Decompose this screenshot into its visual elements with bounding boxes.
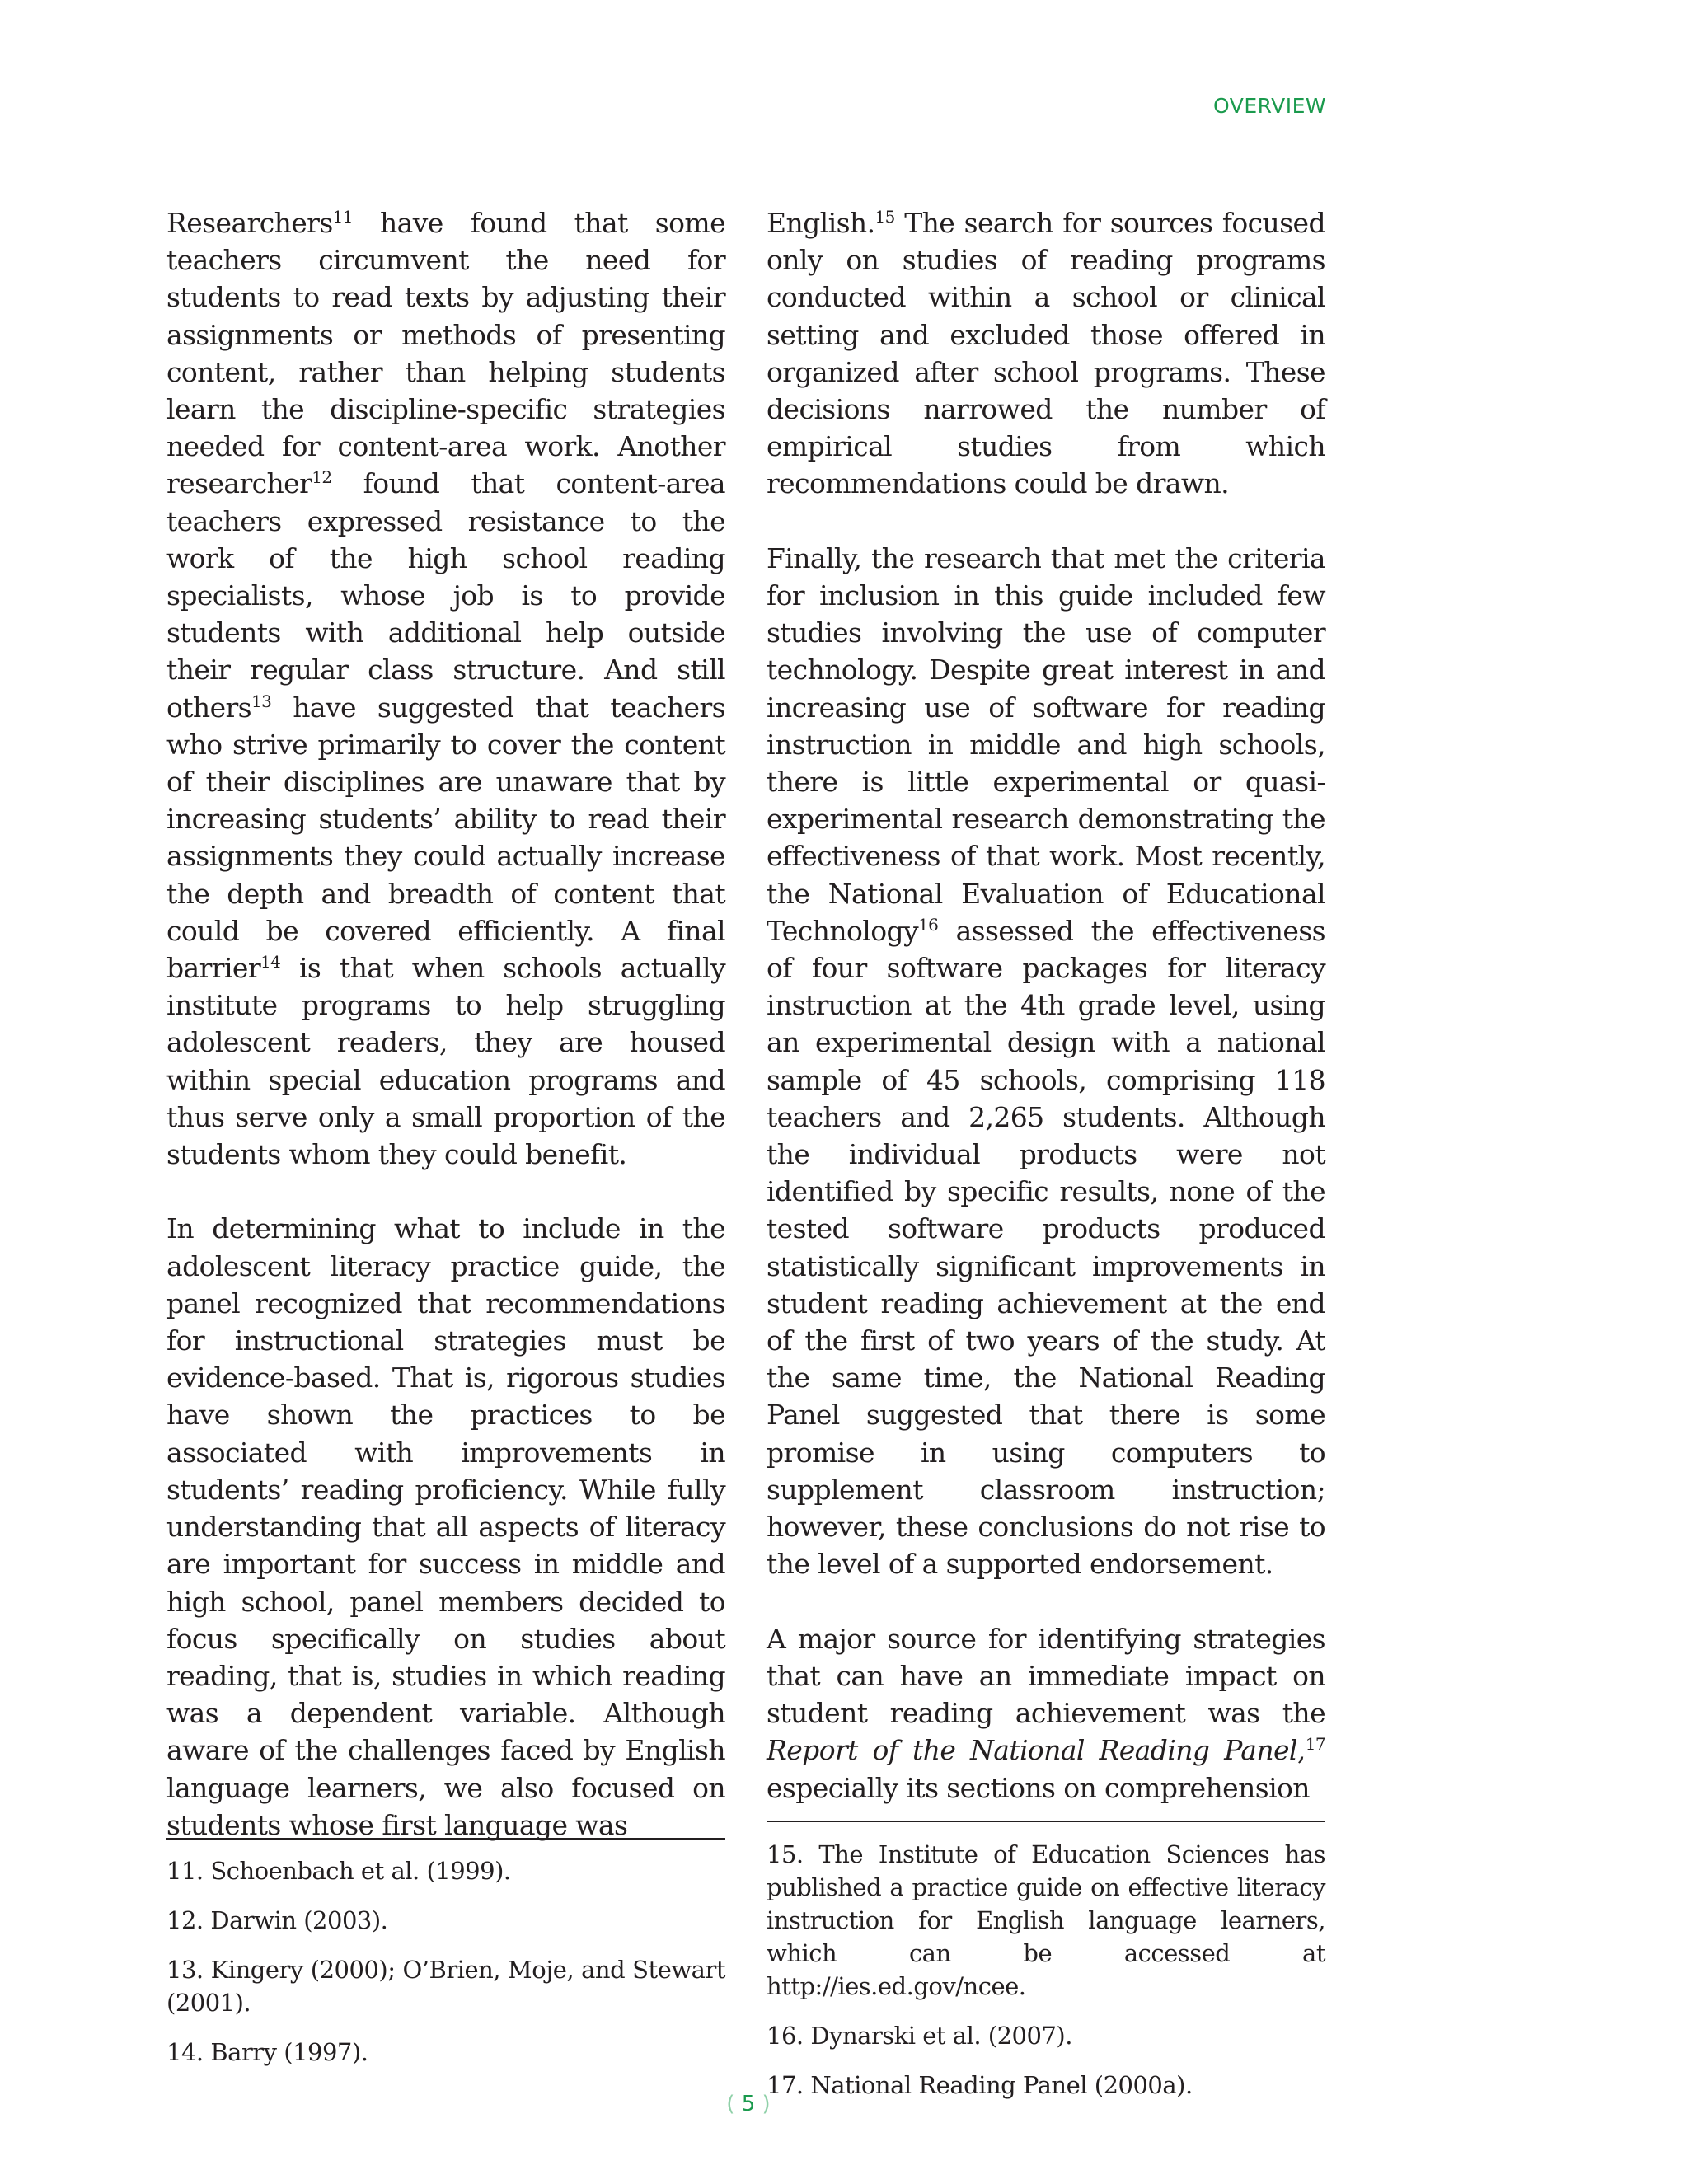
footnote-ref-16[interactable]: 16	[918, 914, 939, 935]
left-column	[166, 204, 725, 1844]
footnote-12: 12. Darwin (2003).	[166, 1906, 388, 1934]
paragraph-technology: Finally, the research that met the criteria for inclusion in this guide included few studies involving the use of computer technology. Despite great interest in and increasing use of software for reading instruction in middle and high schools, there is little experimental or quasi-experimental research demonstrating the effectiveness of that work. Most recently, the National Evaluation of Educational Technology$^{16}$ assessed the effectiveness of four software packages for literacy instruction at the 4th grade level, using an experimental design with a national sample of 45 schools, comprising 118 teachers and 2,265 students. Although the individual products were not identified by specific results, none of the tested software products produced statistically significant improvements in student reading achievement at the end of the first of two years of the study. At the same time, the National Reading Panel suggested that there is some promise in using computers to supplement classroom instruction; however, these conclusions do not rise to the level of a supported endorsement.	[767, 541, 1325, 1581]
footnotes-left	[166, 1854, 725, 2085]
footnote-divider-left	[166, 1838, 725, 1840]
footnotes-right	[767, 1838, 1325, 2118]
footnote-divider-right	[767, 1821, 1325, 1822]
footnote-ref-12[interactable]: 12	[312, 467, 332, 488]
paragraph-english: English.$^{15}$ The search for sources focused only on studies of reading programs conducted within a school or clinical setting and excluded those offered in organized after school programs. These decisions narrowed the number of empirical studies from which recommendations could be drawn.	[767, 207, 1325, 500]
page-number: ( 5 )	[726, 2092, 771, 2116]
right-column	[767, 204, 1325, 1807]
footnote-ref-17[interactable]: 17	[1305, 1734, 1325, 1755]
footnote-14: 14. Barry (1997).	[166, 2038, 368, 2066]
running-header: OVERVIEW	[1213, 94, 1327, 118]
report-title: Report of the National Reading Panel	[767, 1734, 1297, 1767]
footnote-16: 16. Dynarski et al. (2007).	[767, 2022, 1072, 2050]
footnote-ref-11[interactable]: 11	[332, 207, 353, 227]
footnote-ref-15[interactable]: 15	[874, 207, 895, 227]
paragraph-barriers: Researchers$^{11}$ have found that some teachers circumvent the need for students to read texts by adjusting their assignments or methods of presenting content, rather than helping students learn the discipline-specific strategies needed for content-area work. Another researcher$^{12}$ found that content-area teachers expressed resistance to the work of the high school reading specialists, whose job is to provide students with additional help outside their regular class structure. And still others$^{13}$ have suggested that teachers who strive primarily to cover the content of their disciplines are unaware that by increasing students’ ability to read their assignments they could actually increase the depth and breadth of content that could be covered efficiently. A final barrier$^{14}$ is that when schools actually institute programs to help struggling adolescent readers, they are housed within special education programs and thus serve only a small proportion of the students whom they could benefit.	[166, 207, 725, 1171]
paragraph-scope: In determining what to include in the adolescent literacy practice guide, the panel recognized that recommendations for instructional strategies must be evidence-based. That is, rigorous studies have shown the practices to be associated with improvements in students’ reading proficiency. While fully understanding that all aspects of literacy are important for success in middle and high school, panel members decided to focus specifically on studies about reading, that is, studies in which reading was a dependent variable. Although aware of the challenges faced by English language learners, we also focused on students whose first language was	[166, 1212, 725, 1841]
paragraph-nrp: A major source for identifying strategies that can have an immediate impact on student reading achievement was the Report of the National Reading Panel,$^{17}$ especially its sections on comprehension	[767, 1622, 1325, 1804]
footnote-13: 13. Kingery (2000); O’Brien, Moje, and Stewart (2001).	[166, 1956, 725, 2017]
footnote-11: 11. Schoenbach et al. (1999).	[166, 1857, 511, 1885]
footnote-ref-13[interactable]: 13	[251, 691, 272, 711]
footnote-ref-14[interactable]: 14	[260, 952, 281, 972]
footnote-17: 17. National Reading Panel (2000a).	[767, 2071, 1193, 2099]
footnote-15: 15. The Institute of Education Sciences has published a practice guide on effective literacy instruction for English language learners, which can be accessed at http://ies.ed.gov/ncee.	[767, 1840, 1325, 2000]
